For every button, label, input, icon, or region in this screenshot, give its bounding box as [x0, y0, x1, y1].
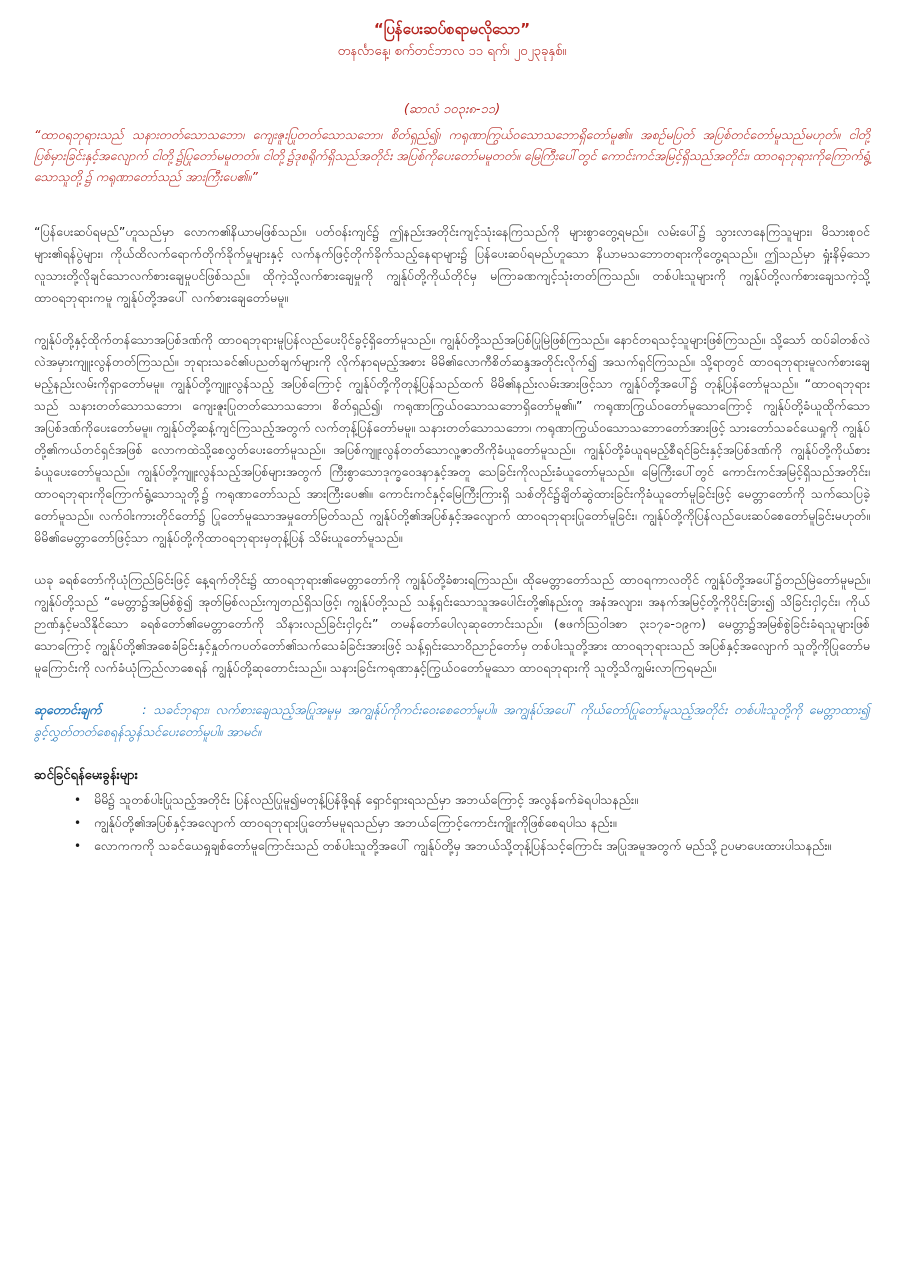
body-paragraph-1: “ပြန်ပေးဆပ်ရမည်”ဟူသည်မှာ လောက၏နိယာမဖြစ်သည်။ ပတ်ဝန်းကျင်၌ ဤနည်းအတိုင်းကျင့်သုံးနေကြသည်ကို များစွာတွေ့ရမည်။ လမ်းပေါ်၌ သွားလာနေကြသူများ၊ မိသားစုဝင်များ၏ရန်ပွဲများ၊ ကိုယ်ထိလက်ရောက်တိုက်ခိုက်မှုများနှင့် လက်နက်ဖြင့်တိုက်ခိုက်သည့်နေရာများ၌ ပြန်ပေးဆပ်ရမည်ဟူသော နိယာမသဘောတရားကိုတွေ့ရသည်။ ဤသည်မှာ ရှုံးနိမ့်သောလူသားတို့လိုချင်သောလက်စားချေမှုပင်ဖြစ်သည်။ ထိုကဲ့သို့လက်စားချေမှုကို ကျွန်ုပ်တို့ကိုယ်တိုင်မှ မကြာခဏကျင့်သုံးတတ်ကြသည်။ တစ်ပါးသူများကို ကျွန်ုပ်တို့လက်စားချေသကဲ့သို့ ထာဝရဘုရားကမူ ကျွန်ုပ်တို့အပေါ် လက်စားချေတော်မမူ။ [34, 224, 870, 305]
body-paragraph-3: ယခု ခရစ်တော်ကိုယုံကြည်ခြင်းဖြင့် နေ့ရက်တိုင်း၌ ထာဝရဘုရား၏မေတ္တာတော်ကို ကျွန်ုပ်တို့ခံစားရကြသည်။ ထိုမေတ္တာတော်သည် ထာဝရကာလတိုင် ကျွန်ုပ်တို့အပေါ်၌တည်မြဲတော်မူမည်။ ကျွန်ုပ်တို့သည် “မေတ္တာ၌အမြစ်စွဲ၍ အုတ်မြစ်လည်းကျတည်ရှိသဖြင့်၊ ကျွန်ုပ်တို့သည် သန့်ရှင်းသောသူအပေါင်းတို့၏နည်းတူ အနံအလျား၊ အနက်အမြင့်တို့ကိုပိုင်းခြား၍ သိခြင်းငှါ၄င်း၊ ကိုယ်ဉာဏ်နှင့်မသိနိုင်သော ခရစ်တော်၏မေတ္တာတော်ကို သိနားလည်ခြင်းငှါ၄င်း” တမန်တော်ပေါလုဆုတောင်းသည်။ (ဧဖက်သြဝါဒစာ ၃း၁၇ခ-၁၉က) မေတ္တာ၌အမြစ်စွဲခြင်းခံရသူများဖြစ်သောကြောင့် ကျွန်ုပ်တို့၏အစေခံခြင်းနှင့်နှုတ်ကပတ်တော်၏သက်သေခံခြင်းအားဖြင့် သန့်ရှင်းသောဝိညာဉ်တော်မှ တစ်ပါးသူတို့အား ထာဝရဘုရားသည် အပြစ်နှင့်အလျောက် သူတို့ကိုပြုတော်မမူကြောင်းကို လက်ခံယုံကြည်လာစေရန် ကျွန်ုပ်တို့ဆုတောင်းသည်။ သနားခြင်းကရုဏာနှင့်ကြွယ်ဝတော်မူသော ထာဝရဘုရားကို သူတို့သိကျွမ်းလာကြရမည်။ [34, 572, 870, 675]
verse-reference: (ဆာလံ ၁၀၃း၈-၁၁) [403, 102, 501, 117]
prayer-section [34, 699, 870, 743]
question-item [74, 789, 870, 811]
page-title: “ပြန်ပေးဆပ်စရာမလိုသော” [373, 20, 531, 38]
body-paragraph-2: ကျွန်ုပ်တို့နှင့်ထိုက်တန်သောအပြစ်ဒဏ်ကို ထာဝရဘုရားမူပြန်လည်ပေးပိုင်ခွင့်ရှိတော်မူသည်။ ကျွန်ုပ်တို့သည်အပြစ်ပြုမြဲဖြစ်ကြသည်။ နောင်တရသင့်သူများဖြစ်ကြသည်။ သို့သော် ထပ်ခါတစ်လဲလဲအမှားကျူးလွန်တတ်ကြသည်။ ဘုရားသခင်၏ပညတ်ချက်များကို လိုက်နာရမည့်အစား မိမိ၏လောကီစိတ်ဆန္ဒအတိုင်းလိုက်၍ အသက်ရှင်ကြသည်။ သို့ရာတွင် ထာဝရဘုရားမူလက်စားချေမည့်နည်းလမ်းကိုရှာတော်မမူ။ ကျွန်ုပ်တို့ကျူးလွန်သည့် အပြစ်ကြောင့် ကျွန်ုပ်တို့ကိုတုန့်ပြန်သည်ထက် မိမိ၏နည်းလမ်းအားဖြင့်သာ ကျွန်ုပ်တို့အပေါ်၌ တုန့်ပြန်တော်မူသည်။ “ထာဝရဘုရားသည် သနားတတ်သောသဘော၊ ကျေးဇူးပြုတတ်သောသဘော၊ စိတ်ရှည်၍၊ ကရုဏာကြွယ်ဝသောသဘောရှိတော်မူ၏။” ကရုဏာကြွယ်ဝတော်မူသောကြောင့် ကျွန်ုပ်တို့ခံယူထိုက်သော အပြစ်ဒဏ်ကိုပေးတော်မမူ။ ကျွန်ုပ်တို့ဆန့်ကျင်ကြသည့်အတွက် လက်တုန့်ပြန်တော်မမူ။ သနားတတ်သောသဘော၊ ကရုဏာကြွယ်ဝသောသဘောတော်အားဖြင့် သားတော်သခင်ယေရှုကို ကျွန်ုပ်တို့၏ကယ်တင်ရှင်အဖြစ် လောကထဲသို့စေလွှတ်ပေးတော်မူသည်။ အပြစ်ကျူးလွန်တတ်သောလူ့ဇာတိကိုခံယူတော်မူသည်။ ကျွန်ုပ်တို့ခံယူရမည့်စီရင်ခြင်းနှင့်အပြစ်ဒဏ်ကို ကျွန်ုပ်တို့ကိုယ်စားခံယူပေးတော်မူသည်။ ကျွန်ုပ်တို့ကျူးလွန်သည့်အပြစ်များအတွက် ကြီးစွာသောဒုက္ခဝေဒနာနှင့်အတူ သေခြင်းကိုလည်းခံယူတော်မူသည်။ မြေကြီးပေါ်တွင် ကောင်းကင်အမြင့်ရှိသည်အတိုင်း၊ ထာဝရဘုရားကိုကြောက်ရွံ့သောသူတို့၌ ကရုဏာတော်သည် အားကြီးပေ၏။ ကောင်းကင်နှင့်မြေကြီးကြားရှိ သစ်တိုင်၌ချိတ်ဆွဲထားခြင်းကိုခံယူတော်မူခြင်းဖြင့် မေတ္တာတော်ကို သက်သေပြခဲ့တော်မူသည်။ လက်ဝါးကားတိုင်တော်၌ ပြုတော်မူသောအမှုတော်မြတ်သည် ကျွန်ုပ်တို့၏အပြစ်နှင့်အလျောက် ထာဝရဘုရားပြုတော်မူခြင်း၊ ကျွန်ုပ်တို့ကိုပြန်လည်ပေးဆပ်စေတော်မူခြင်းမဟုတ်။ မိမိ၏မေတ္တာတော်ဖြင့်သာ ကျွန်ုပ်တို့ကိုထာဝရဘုရားမှတုန့်ပြန် သိမ်းယူတော်မူသည်။ [34, 332, 870, 545]
question-text: လောကကကို သခင်ယေရှုချစ်တော်မူကြောင်းသည် တစ်ပါးသူတို့အပေါ် ကျွန်ုပ်တို့မှ အဘယ်သို့တုန့်ပြန်သင့်ကြောင်း အပြုအမူအတွက် မည်သို့ ဥပမာပေးထားပါသနည်း။ [94, 838, 832, 853]
bullet-icon: • [74, 816, 82, 830]
page-date: တနင်္လာနေ့၊ စက်တင်ဘာလ ၁၁ ရက်၊ ၂၀၂၃ခုနှစ်။ [337, 44, 567, 59]
questions-heading: ဆင်ခြင်ရန်မေးခွန်းများ [34, 768, 138, 783]
verse-text: “ထာဝရဘုရားသည် သနားတတ်သောသဘော၊ ကျေးဇူးပြုတတ်သောသဘော၊ စိတ်ရှည်၍၊ ကရုဏာကြွယ်ဝသောသဘောရှိတော်မူ၏။ အစဉ်မပြတ် အပြစ်တင်တော်မူသည်မဟုတ်။ ငါတို့ပြစ်မှားခြင်းနှင့်အလျောက် ငါတို့၌ပြုတော်မမူတတ်။ ငါတို့၌ဒုစရိုက်ရှိသည်အတိုင်း အပြစ်ကိုပေးတော်မမူတတ်။ မြေကြီးပေါ်တွင် ကောင်းကင်အမြင့်ရှိသည်အတိုင်း၊ ထာဝရဘုရားကိုကြောက်ရွံ့သောသူတို့၌ ကရုဏာတော်သည် အားကြီးပေ၏။” [34, 127, 870, 184]
bullet-icon: • [74, 839, 82, 853]
question-item [74, 812, 870, 834]
question-item [74, 835, 870, 857]
question-text: မိမိ၌ သူတစ်ပါးပြုသည့်အတိုင်း ပြန်လည်ပြုမူ၍မတုန့်ပြန်ဖို့ရန် ရှောင်ရှားရသည်မှာ အဘယ်ကြောင့် အလွန်ခက်ခဲရပါသနည်း။ [94, 792, 638, 807]
prayer-label: ဆုတောင်းချက် [34, 702, 102, 717]
bullet-icon: • [74, 793, 82, 807]
prayer-spacer [108, 702, 135, 717]
questions-list [34, 789, 870, 857]
question-text: ကျွန်ုပ်တို့၏အပြစ်နှင့်အလျောက် ထာဝရဘုရားပြုတော်မမူရသည်မှာ အဘယ်ကြောင့်ကောင်းကျိုးကိုဖြစ်စေရပါသ နည်း။ [94, 815, 617, 830]
prayer-text: : သခင်ဘုရား၊ လက်စားချေသည့်အပြုအမူမှ အကျွန်ုပ်ကိုကင်းဝေးစေတော်မူပါ။ အကျွန်ုပ်အပေါ် ကိုယ်တော်ပြုတော်မူသည့်အတိုင်း တစ်ပါးသူတို့ကို မေတ္တာထား၍ ခွင့်လွှတ်တတ်စေရန်သွန်သင်ပေးတော်မူပါ။ အာမင်။ [34, 702, 870, 739]
